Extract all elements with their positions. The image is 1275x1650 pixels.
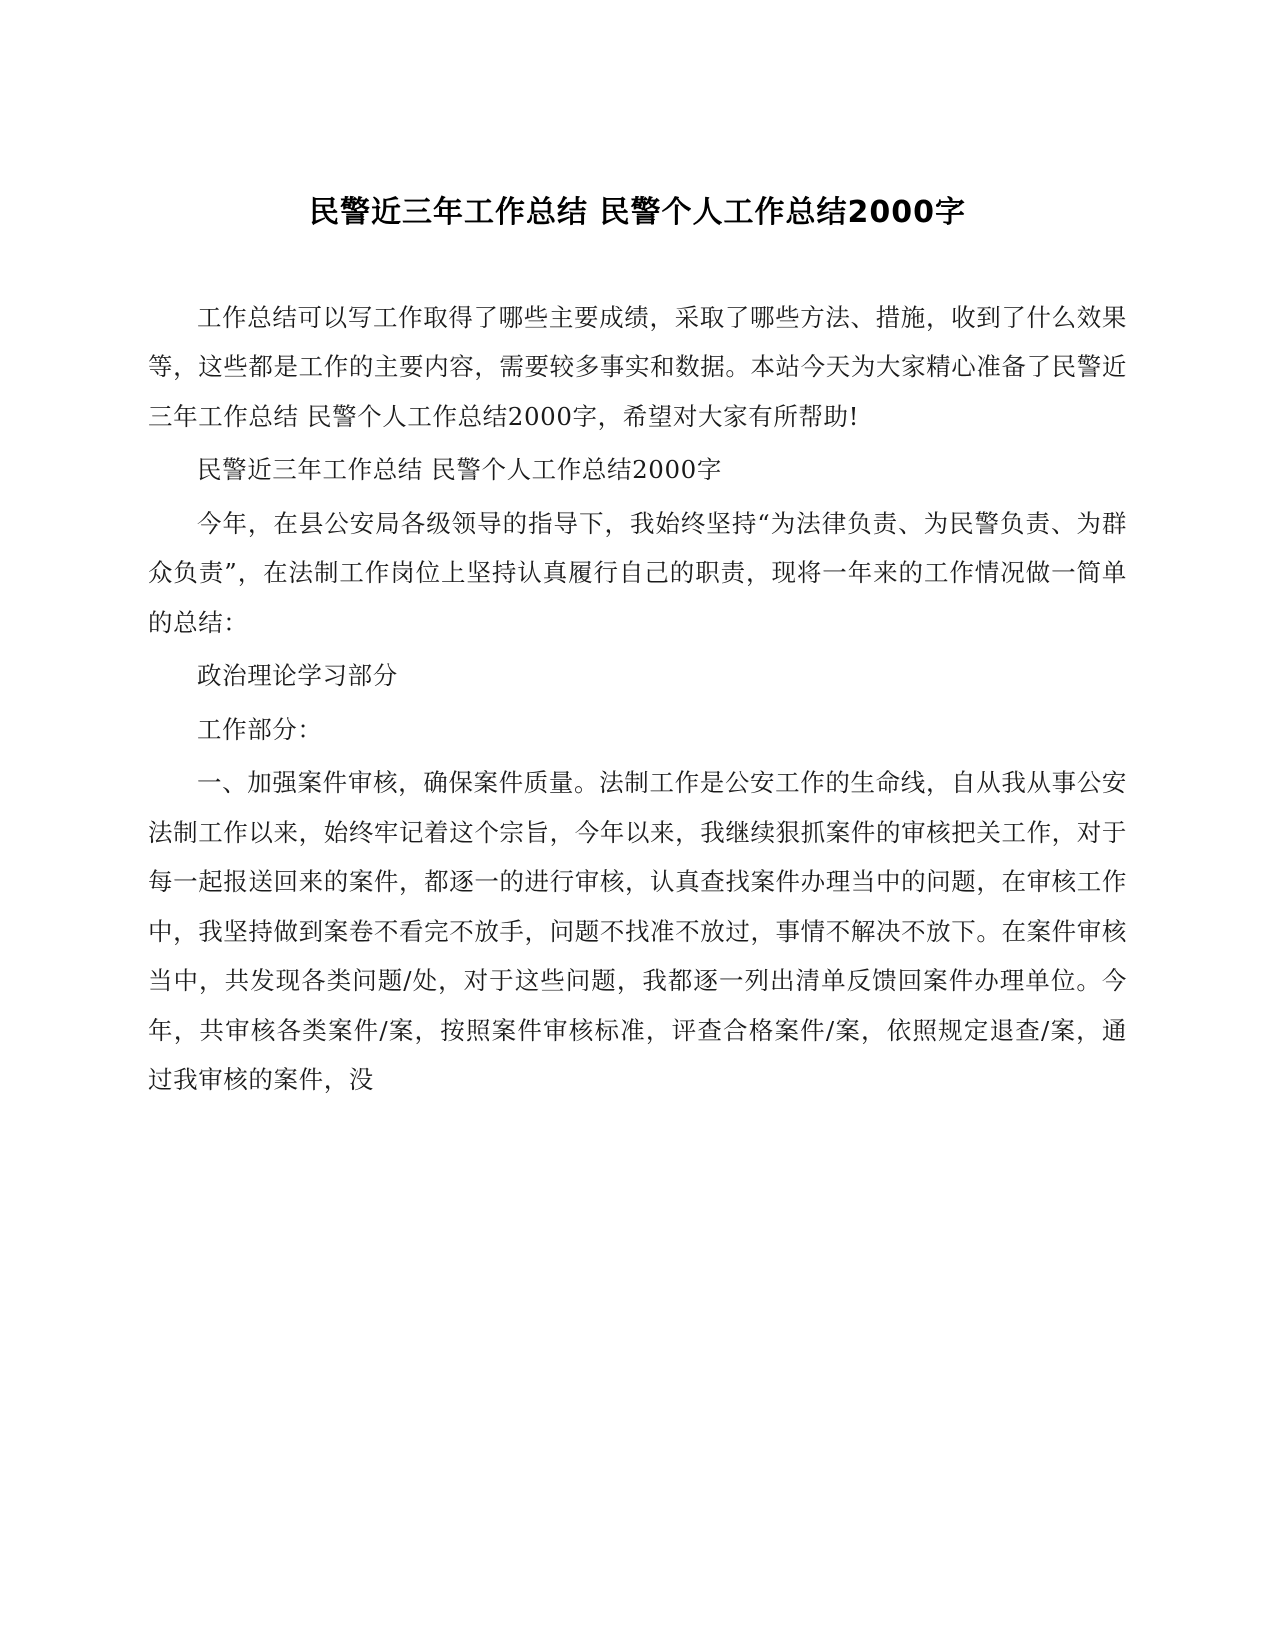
- paragraph-section-theory: 政治理论学习部分: [197, 661, 398, 691]
- paragraph-section-work: 工作部分：: [197, 714, 323, 744]
- paragraph-item-one: 一、加强案件审核，确保案件质量。法制工作是公安工作的生命线，自从我从事公安法制工作以来，始终牢记着这个宗旨，今年以来，我继续狠抓案件的审核把关工作，对于每一起报送回来的案件，都逐一的进行审核，认真查找案件办理当中的问题，在审核工作中，我坚持做到案卷不看完不放手，问题不找准不放过，事情不解决不放下。在案件审核当中，共发现各类问题/处，对于这些问题，我都逐一列出清单反馈回案件办理单位。今年，共审核各类案件/案，按照案件审核标准，评查合格案件/案，依照规定退查/案，通过我审核的案件，没: [148, 768, 1127, 1095]
- paragraph-intro: 工作总结可以写工作取得了哪些主要成绩，采取了哪些方法、措施，收到了什么效果等，这些都是工作的主要内容，需要较多事实和数据。本站今天为大家精心准备了民警近三年工作总结 民警个人工作总结2000字，希望对大家有所帮助!: [148, 303, 1127, 431]
- paragraph-opening: 今年，在县公安局各级领导的指导下，我始终坚持“为法律负责、为民警负责、为群众负责”，在法制工作岗位上坚持认真履行自己的职责，现将一年来的工作情况做一简单的总结：: [148, 508, 1127, 637]
- page-title: 民警近三年工作总结 民警个人工作总结2000字: [309, 195, 966, 230]
- paragraph-subtitle: 民警近三年工作总结 民警个人工作总结2000字: [197, 455, 722, 485]
